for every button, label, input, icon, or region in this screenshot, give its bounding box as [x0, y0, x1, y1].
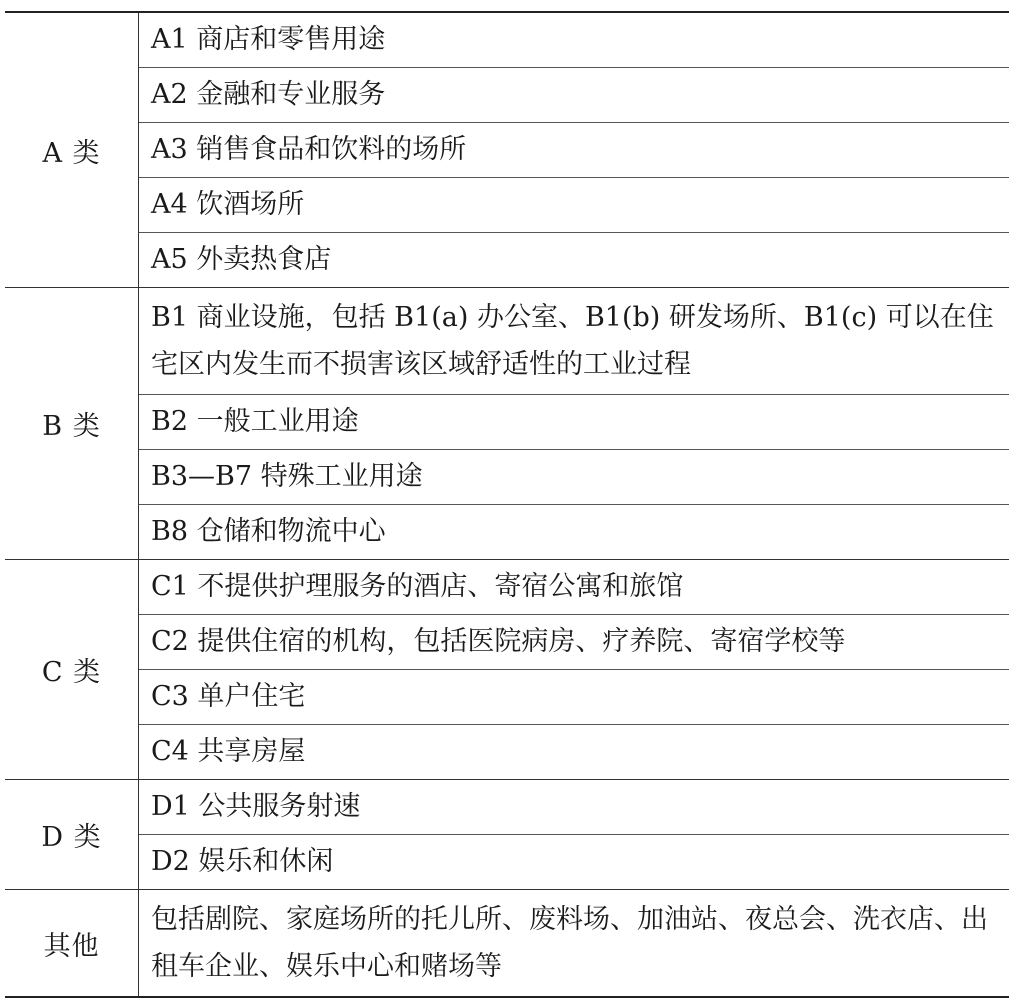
- table-cell: B1 商业设施，包括 B1(a) 办公室、B1(b) 研发场所、B1(c) 可以在住宅区内发生而不损害该区域舒适性的工业过程: [139, 288, 1010, 395]
- table-cell: B8 仓储和物流中心: [139, 505, 1010, 560]
- table-row: [5, 395, 1009, 450]
- table-row: [5, 835, 1009, 890]
- table-row: [5, 780, 1009, 835]
- table-cell: A3 销售食品和饮料的场所: [139, 123, 1010, 178]
- table-cell: A2 金融和专业服务: [139, 68, 1010, 123]
- category-b-label: B 类: [5, 288, 139, 560]
- table-cell: D2 娱乐和休闲: [139, 835, 1010, 890]
- table-row: [5, 725, 1009, 780]
- table-row: [5, 615, 1009, 670]
- category-other-label: 其他: [5, 890, 139, 998]
- table-row: [5, 178, 1009, 233]
- category-a-label: A 类: [5, 12, 139, 288]
- table-cell: C1 不提供护理服务的酒店、寄宿公寓和旅馆: [139, 560, 1010, 615]
- table-cell: C4 共享房屋: [139, 725, 1010, 780]
- table-cell: B2 一般工业用途: [139, 395, 1010, 450]
- table-cell: D1 公共服务射速: [139, 780, 1010, 835]
- table-row: [5, 288, 1009, 395]
- table-cell: A1 商店和零售用途: [139, 12, 1010, 68]
- table-cell: C3 单户住宅: [139, 670, 1010, 725]
- table-cell: 包括剧院、家庭场所的托儿所、废料场、加油站、夜总会、洗衣店、出租车企业、娱乐中心和赌场等: [139, 890, 1010, 998]
- table-cell: A5 外卖热食店: [139, 233, 1010, 288]
- table-row: [5, 123, 1009, 178]
- table-cell: B3—B7 特殊工业用途: [139, 450, 1010, 505]
- table-row: [5, 450, 1009, 505]
- table-cell: C2 提供住宿的机构，包括医院病房、疗养院、寄宿学校等: [139, 615, 1010, 670]
- table-row: [5, 12, 1009, 68]
- table-row: [5, 233, 1009, 288]
- table-row: [5, 890, 1009, 998]
- table-cell: A4 饮酒场所: [139, 178, 1010, 233]
- table-row: [5, 68, 1009, 123]
- category-d-label: D 类: [5, 780, 139, 890]
- table-row: [5, 505, 1009, 560]
- table-row: [5, 670, 1009, 725]
- category-c-label: C 类: [5, 560, 139, 780]
- table-row: [5, 560, 1009, 615]
- land-use-class-table: [5, 11, 1009, 998]
